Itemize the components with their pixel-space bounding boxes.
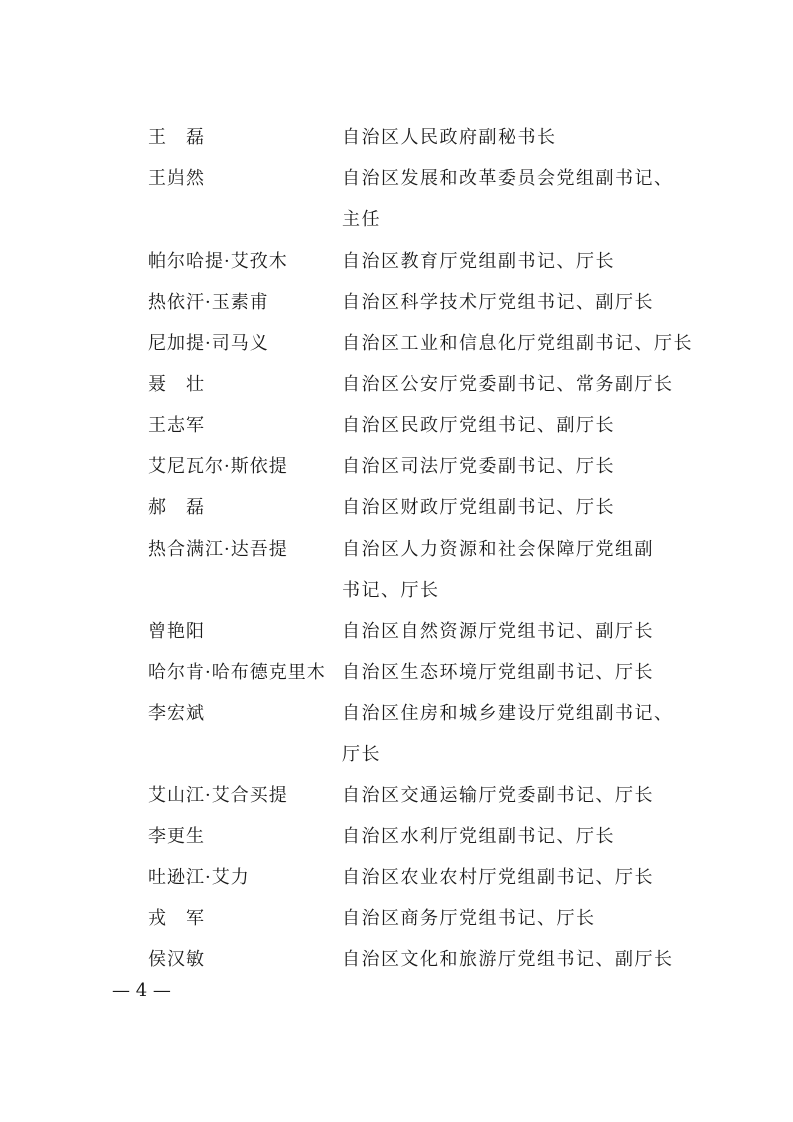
list-item <box>0 247 793 277</box>
person-name: 聂 壮 <box>148 374 205 395</box>
list-item <box>0 329 793 359</box>
list-item <box>0 123 793 153</box>
position-title-line: 书记、厅长 <box>342 580 440 601</box>
position-title <box>342 282 702 323</box>
position-title-line: 自治区自然资源厅党组书记、副厅长 <box>342 621 654 642</box>
position-title-line: 自治区教育厅党组副书记、厅长 <box>342 251 615 272</box>
position-title-line: 自治区工业和信息化厅党组副书记、厅长 <box>342 333 693 354</box>
list-item <box>0 822 793 852</box>
position-title <box>342 446 702 487</box>
position-title-line: 自治区公安厅党委副书记、常务副厅长 <box>342 374 674 395</box>
position-title-line: 主任 <box>342 209 381 230</box>
person-name: 帕尔哈提·艾孜木 <box>148 251 288 272</box>
position-title-line: 自治区发展和改革委员会党组副书记、 <box>342 168 674 189</box>
list-item <box>0 288 793 318</box>
position-title <box>342 611 702 652</box>
list-item <box>0 904 793 934</box>
person-name: 王 磊 <box>148 127 205 148</box>
position-title-line: 自治区水利厅党组副书记、厅长 <box>342 826 615 847</box>
position-title <box>342 241 702 282</box>
person-name: 戎 军 <box>148 908 205 929</box>
person-name: 李更生 <box>148 826 205 847</box>
person-name: 热合满江·达吾提 <box>148 539 288 560</box>
list-item <box>0 863 793 893</box>
position-title <box>342 775 702 816</box>
position-title <box>342 487 702 528</box>
position-title <box>342 857 702 898</box>
position-title <box>342 652 702 693</box>
list-item <box>0 452 793 482</box>
person-name: 艾尼瓦尔·斯依提 <box>148 456 288 477</box>
person-name: 尼加提·司马义 <box>148 333 269 354</box>
position-title-line: 自治区司法厅党委副书记、厅长 <box>342 456 615 477</box>
person-name: 李宏斌 <box>148 703 205 724</box>
position-title-line: 自治区财政厅党组副书记、厅长 <box>342 497 615 518</box>
position-title <box>342 323 702 364</box>
position-title-line: 自治区农业农村厅党组副书记、厅长 <box>342 867 654 888</box>
list-item <box>0 370 793 400</box>
position-title-line: 自治区科学技术厅党组书记、副厅长 <box>342 292 654 313</box>
position-title-line: 自治区交通运输厅党委副书记、厅长 <box>342 785 654 806</box>
person-name: 艾山江·艾合买提 <box>148 785 288 806</box>
page-number: — 4 — <box>112 980 171 1001</box>
position-title-line: 自治区住房和城乡建设厅党组副书记、 <box>342 703 674 724</box>
person-name: 王志军 <box>148 415 205 436</box>
position-title-line: 厅长 <box>342 744 381 765</box>
position-title <box>342 158 702 240</box>
position-title-line: 自治区民政厅党组书记、副厅长 <box>342 415 615 436</box>
position-title <box>342 529 702 611</box>
position-title <box>342 364 702 405</box>
position-title-line: 自治区商务厅党组书记、厅长 <box>342 908 596 929</box>
list-item <box>0 699 793 765</box>
position-title <box>342 405 702 446</box>
position-title <box>342 939 702 980</box>
list-item <box>0 535 793 601</box>
position-title-line: 自治区生态环境厅党组副书记、厅长 <box>342 662 654 683</box>
person-name: 吐逊江·艾力 <box>148 867 250 888</box>
list-item <box>0 945 793 975</box>
position-title-line: 自治区人力资源和社会保障厅党组副 <box>342 539 654 560</box>
person-name: 侯汉敏 <box>148 949 205 970</box>
position-title <box>342 898 702 939</box>
person-name: 王岿然 <box>148 168 205 189</box>
position-title <box>342 693 702 775</box>
person-name: 郝 磊 <box>148 497 205 518</box>
list-item <box>0 658 793 688</box>
person-name: 热依汗·玉素甫 <box>148 292 269 313</box>
list-item <box>0 781 793 811</box>
list-item <box>0 411 793 441</box>
person-name: 曾艳阳 <box>148 621 205 642</box>
position-title-line: 自治区人民政府副秘书长 <box>342 127 557 148</box>
list-item <box>0 164 793 230</box>
position-title <box>342 816 702 857</box>
list-item <box>0 493 793 523</box>
list-item <box>0 617 793 647</box>
position-title <box>342 117 702 158</box>
position-title-line: 自治区文化和旅游厅党组书记、副厅长 <box>342 949 674 970</box>
person-name: 哈尔肯·哈布德克里木 <box>148 662 326 683</box>
